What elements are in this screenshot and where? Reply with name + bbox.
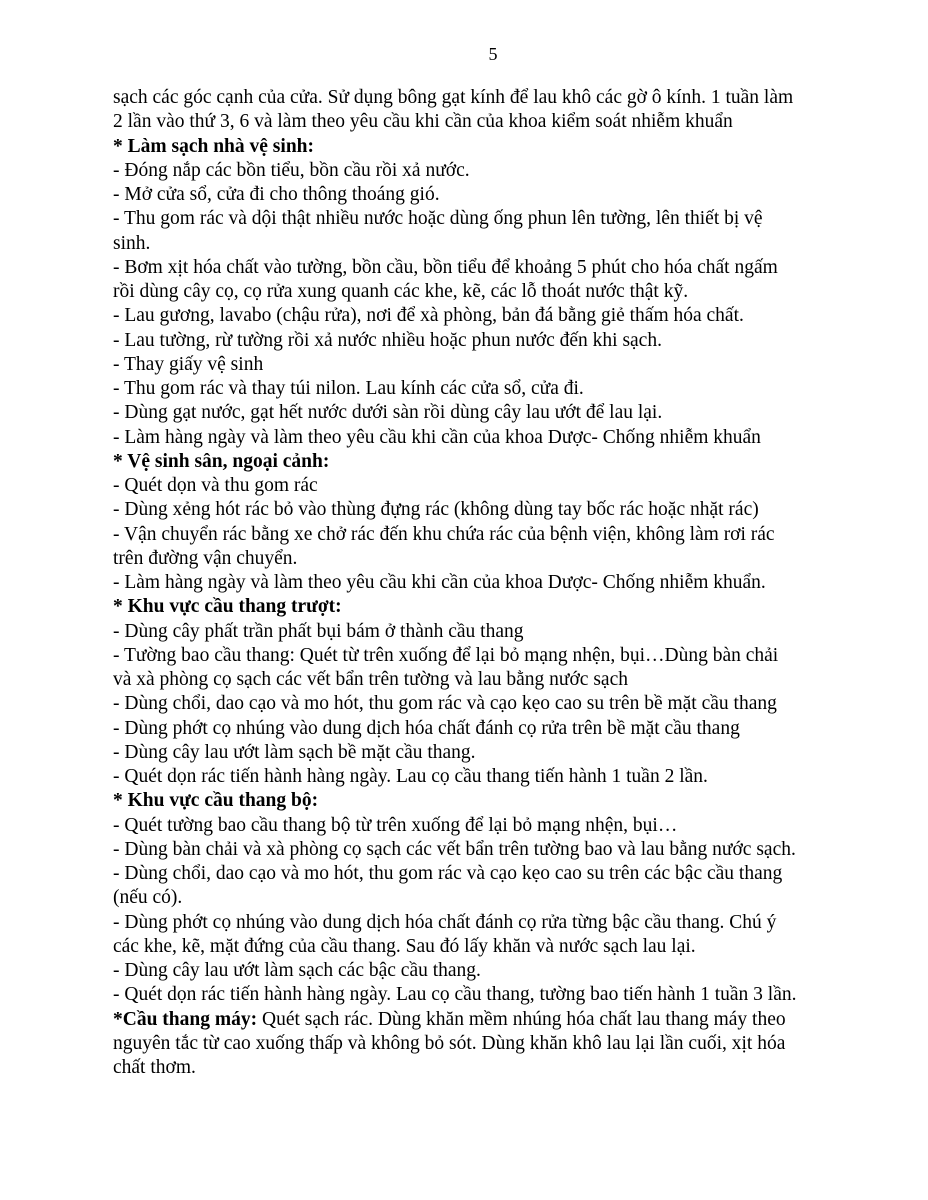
text-line: và xà phòng cọ sạch các vết bẩn trên tường và lau bằng nước sạch (113, 669, 628, 690)
section-heading-inline: *Cầu thang máy: (113, 1008, 258, 1030)
text-line: các khe, kẽ, mặt đứng của cầu thang. Sau đó lấy khăn và nước sạch lau lại. (113, 935, 696, 957)
text-line: - Làm hàng ngày và làm theo yêu cầu khi cần của khoa Dược- Chống nhiễm khuẩn. (113, 572, 766, 593)
page-number: 5 (488, 44, 498, 64)
text-line: 2 lần vào thứ 3, 6 và làm theo yêu cầu khi cần của khoa kiểm soát nhiễm khuẩn (113, 111, 733, 133)
text-line: - Bơm xịt hóa chất vào tường, bồn cầu, bồn tiểu để khoảng 5 phút cho hóa chất ngấm (113, 256, 778, 278)
text-line: - Dùng phớt cọ nhúng vào dung dịch hóa chất đánh cọ rửa từng bậc cầu thang. Chú ý (113, 911, 777, 933)
text-line: - Thu gom rác và thay túi nilon. Lau kính các cửa sổ, cửa đi. (113, 378, 584, 399)
document-body (113, 86, 873, 1080)
text-line: - Dùng xẻng hót rác bỏ vào thùng đựng rác (không dùng tay bốc rác hoặc nhặt rác) (113, 499, 759, 521)
text-line: trên đường vận chuyển. (113, 547, 298, 569)
text-line: - Dùng phớt cọ nhúng vào dung dịch hóa chất đánh cọ rửa trên bề mặt cầu thang (113, 717, 740, 739)
text-line: (nếu có). (113, 887, 183, 909)
text-line: - Dùng chổi, dao cạo và mo hót, thu gom rác và cạo kẹo cao su trên các bậc cầu thang (113, 863, 783, 884)
text-line: - Tường bao cầu thang: Quét từ trên xuống để lại bỏ mạng nhện, bụi…Dùng bàn chải (113, 644, 779, 666)
text-line (113, 1008, 873, 1032)
text-line: - Mở cửa sổ, cửa đi cho thông thoáng gió. (113, 184, 440, 205)
text-line: - Đóng nắp các bồn tiểu, bồn cầu rồi xả nước. (113, 159, 470, 181)
text-line: sạch các góc cạnh của cửa. Sử dụng bông gạt kính để lau khô các gờ ô kính. 1 tuần làm (113, 87, 794, 108)
text-line: nguyên tắc từ cao xuống thấp và không bỏ sót. Dùng khăn khô lau lại lần cuối, xịt hóa (113, 1032, 786, 1054)
text-line: - Lau gương, lavabo (chậu rửa), nơi để xà phòng, bản đá bằng giẻ thấm hóa chất. (113, 305, 744, 327)
text-line: - Thu gom rác và dội thật nhiều nước hoặc dùng ống phun lên tường, lên thiết bị vệ (113, 208, 763, 230)
text-line: rồi dùng cây cọ, cọ rửa xung quanh các khe, kẽ, các lỗ thoát nước thật kỹ. (113, 281, 689, 302)
text-line: - Dùng gạt nước, gạt hết nước dưới sàn rồi dùng cây lau ướt để lau lại. (113, 402, 663, 424)
text-line: - Dùng chổi, dao cạo và mo hót, thu gom rác và cạo kẹo cao su trên bề mặt cầu thang (113, 693, 777, 715)
section-heading: * Khu vực cầu thang bộ: (113, 790, 319, 812)
text-line: - Quét dọn rác tiến hành hàng ngày. Lau cọ cầu thang, tường bao tiến hành 1 tuần 3 lần. (113, 984, 797, 1006)
text-line: - Làm hàng ngày và làm theo yêu cầu khi cần của khoa Dược- Chống nhiễm khuẩn (113, 426, 761, 448)
text-line: - Quét dọn và thu gom rác (113, 475, 318, 496)
section-heading: * Làm sạch nhà vệ sinh: (113, 135, 314, 157)
text-line: - Quét dọn rác tiến hành hàng ngày. Lau cọ cầu thang tiến hành 1 tuần 2 lần. (113, 766, 708, 787)
section-heading: * Khu vực cầu thang trượt: (113, 596, 342, 618)
text-line: - Dùng bàn chải và xà phòng cọ sạch các vết bẩn trên tường bao và lau bằng nước sạch. (113, 838, 796, 860)
text-run: Quét sạch rác. Dùng khăn mềm nhúng hóa chất lau thang máy theo (257, 1008, 786, 1030)
text-line: - Dùng cây lau ướt làm sạch các bậc cầu thang. (113, 960, 481, 981)
text-line: - Dùng cây phất trần phất bụi bám ở thành cầu thang (113, 620, 524, 642)
text-line: chất thơm. (113, 1057, 196, 1078)
text-line: - Thay giấy vệ sinh (113, 353, 264, 375)
section-heading: * Vệ sinh sân, ngoại cảnh: (113, 450, 330, 472)
text-line: - Lau tường, rừ tường rồi xả nước nhiều hoặc phun nước đến khi sạch. (113, 329, 662, 351)
text-line: sinh. (113, 232, 151, 254)
text-line: - Vận chuyển rác bằng xe chở rác đến khu chứa rác của bệnh viện, không làm rơi rác (113, 523, 775, 545)
text-line: - Quét tường bao cầu thang bộ từ trên xuống để lại bỏ mạng nhện, bụi… (113, 814, 678, 836)
text-line: - Dùng cây lau ướt làm sạch bề mặt cầu thang. (113, 741, 476, 763)
